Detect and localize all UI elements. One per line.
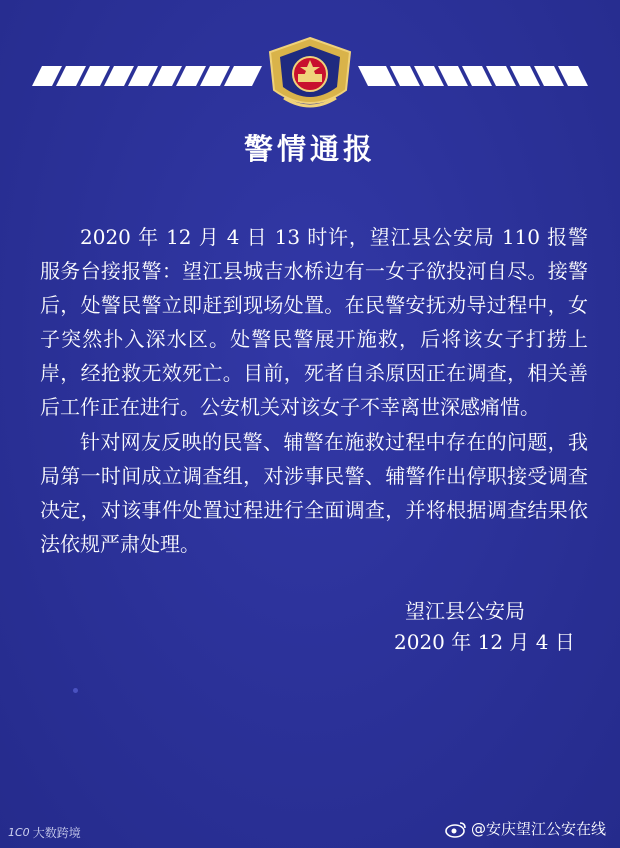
- decorative-dot: [73, 688, 78, 693]
- notice-paragraph-1: 2020 年 12 月 4 日 13 时许，望江县公安局 110 报警服务台接报警：望江县城吉水桥边有一女子欲投河自尽。接警后，处警民警立即赶到现场处置。在民警安抚劝导过程中，女子突然扑入深水区。处警民警展开施救，后将该女子打捞上岸，经抢救无效死亡。目前，死者自杀原因正在调查，相关善后工作正在进行。公安机关对该女子不幸离世深感痛惜。: [40, 225, 588, 419]
- notice-title: 警情通报: [243, 132, 376, 166]
- weibo-handle: @安庆望江公安在线: [470, 820, 606, 838]
- signature-org: 望江县公安局: [405, 599, 525, 623]
- police-badge-icon: [270, 38, 350, 106]
- notice-paragraph-2: 针对网友反映的民警、辅警在施救过程中存在的问题，我局第一时间成立调查组，对涉事民警、辅警作出停职接受调查决定，对该事件处置过程进行全面调查，并将根据调查结果依法依规严肃处理。: [40, 430, 588, 556]
- watermark-left: [8, 824, 81, 841]
- watermark-logo-mark: 1C0: [8, 826, 30, 839]
- right-wing-icon: [358, 66, 588, 86]
- watermark-logo-text: 大数跨境: [32, 826, 81, 840]
- left-wing-icon: [32, 66, 262, 86]
- header-wings-emblem: [0, 30, 620, 120]
- signature-date: 2020 年 12 月 4 日: [394, 630, 575, 654]
- watermark-right: [445, 818, 606, 839]
- weibo-icon: [445, 820, 467, 838]
